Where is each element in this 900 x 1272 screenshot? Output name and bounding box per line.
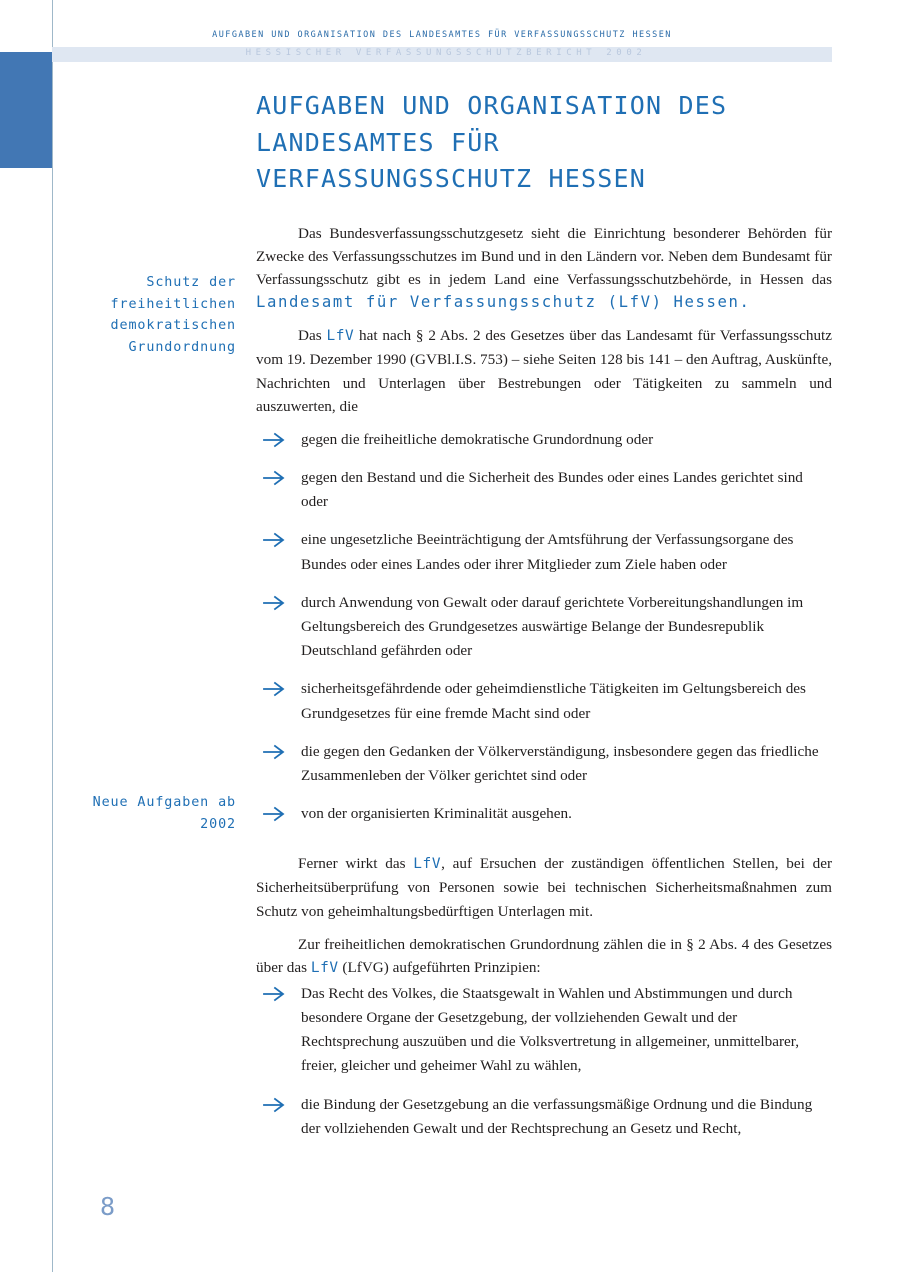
list-item <box>256 1093 832 1141</box>
arrow-right-icon <box>262 678 292 698</box>
list-item-label: die Bindung der Gesetzgebung an die verfassungsmäßige Ordnung und die Bindung der vollziehenden Gewalt und der Rechtsprechung an Gesetz und Recht, <box>301 1095 813 1137</box>
paragraph-bundesverfassungsschutzgesetz <box>256 222 832 314</box>
arrow-right-icon <box>262 429 292 449</box>
list-item-label: sicherheitsgefährdende oder geheimdienstliche Tätigkeiten im Geltungsbereich des Grundgesetzes für eine fremde Macht sind oder <box>301 680 806 722</box>
arrow-right-icon <box>262 467 292 487</box>
list-item <box>256 982 832 1079</box>
page-title-line-1: AUFGABEN UND ORGANISATION DES <box>256 91 728 120</box>
page-vertical-rule <box>52 0 53 1272</box>
list-item <box>256 591 832 664</box>
paragraph-3-text-a: Ferner wirkt das <box>298 855 414 873</box>
list-item-label: durch Anwendung von Gewalt oder darauf gerichtete Vorbereitungshandlungen im Geltungsbereich des Grundgesetzes auswärtige Belange der Bundesrepublik Deutschland gefährden oder <box>301 593 804 660</box>
arrow-right-icon <box>262 803 292 823</box>
running-head-bar-text: HESSISCHER VERFASSUNGSSCHUTZBERICHT 2002 <box>245 48 647 58</box>
list-prinzipien <box>256 982 832 1141</box>
paragraph-ferner-wirkt <box>256 852 832 922</box>
lfv-highlight-full: Landesamt für Verfassungsschutz (LfV) Hessen. <box>256 293 751 312</box>
lfv-abbr-1: LfV <box>326 328 355 345</box>
paragraph-3-text-b: , auf Ersuchen der zuständigen öffentlichen Stellen, bei der Sicherheitsüberprüfung von Personen sowie bei technischen Sicherheitsmaßnahmen zum Schutz von geheimhaltungsbedürftigen Unterlagen mit. <box>256 855 832 920</box>
list-item-label: von der organisierten Kriminalität ausgehen. <box>301 805 572 823</box>
list-item-label: gegen den Bestand und die Sicherheit des Bundes oder eines Landes gerichtet sind oder <box>301 468 803 511</box>
list-item <box>256 677 832 725</box>
list-item-label: Das Recht des Volkes, die Staatsgewalt in Wahlen und Abstimmungen und durch besondere Organe der Gesetzgebung, der vollziehenden Gewalt und der Rechtsprechung auszuüben und die Volksvertretung in allgemeiner, unmittelbarer, freier, gleicher und geheimer Wahl zu wählen, <box>301 984 800 1075</box>
list-item <box>256 466 832 514</box>
list-item <box>256 528 832 576</box>
margin-note-neue-aufgaben: Neue Aufgaben ab 2002 <box>92 795 236 832</box>
lfv-abbr-2: LfV <box>413 856 442 873</box>
page-number: 8 <box>100 1192 116 1221</box>
lfv-abbr-3: LfV <box>310 959 339 976</box>
arrow-right-icon <box>262 592 292 612</box>
page-title <box>256 88 856 198</box>
paragraph-4-text-b: (LfVG) aufgeführten Prinzipien: <box>338 958 541 976</box>
paragraph-prinzipien-intro <box>256 933 832 980</box>
page-title-line-3: VERFASSUNGSSCHUTZ HESSEN <box>256 164 647 193</box>
main-content <box>256 222 832 1155</box>
list-item <box>256 802 832 826</box>
arrow-right-icon <box>262 983 292 1003</box>
list-item-label: eine ungesetzliche Beeinträchtigung der Amtsführung der Verfassungsorgane des Bundes oder eines Landes oder ihrer Mitglieder zum Ziele haben oder <box>301 531 794 573</box>
list-aufgaben <box>256 428 832 827</box>
paragraph-auftrag <box>256 324 832 417</box>
list-item-label: die gegen den Gedanken der Völkerverständigung, insbesondere gegen das friedliche Zusammenleben der Völker gerichtet sind oder <box>301 742 819 784</box>
arrow-right-icon <box>262 1094 292 1114</box>
running-head-top: AUFGABEN UND ORGANISATION DES LANDESAMTES FÜR VERFASSUNGSSCHUTZ HESSEN <box>212 30 672 40</box>
list-item <box>256 740 832 788</box>
page-title-line-2: LANDESAMTES FÜR <box>256 127 500 157</box>
paragraph-4-text-a: Zur freiheitlichen demokratischen Grundordnung zählen die in § 2 Abs. 4 des Gesetzes über das <box>256 935 832 976</box>
arrow-right-icon <box>262 529 292 549</box>
paragraph-1-text: Das Bundesverfassungsschutzgesetz sieht die Einrichtung besonderer Behörden für Zwecke des Verfassungsschutzes im Bund und in den Ländern vor. Neben dem Bundesamt für Verfassungsschutz gibt es in jedem Land eine Verfassungsschutzbehörde, in Hessen das <box>256 225 832 289</box>
arrow-right-icon <box>262 741 292 761</box>
list-item-label: gegen die freiheitliche demokratische Grundordnung oder <box>301 430 654 448</box>
list-item <box>256 428 832 452</box>
decorative-blue-block <box>0 52 52 168</box>
paragraph-2-text-a: Das <box>298 327 327 345</box>
paragraph-2-text-b: hat nach § 2 Abs. 2 des Gesetzes über das Landesamt für Verfassungsschutz vom 19. Dezember 1990 (GVBl.I.S. 753) – siehe Seiten 128 bis 141 – den Auftrag, Auskünfte, Nachrichten und Unterlagen über Bestrebungen oder Tätigkeiten zu sammeln und auszuwerten, die <box>256 327 832 415</box>
margin-note-schutz: Schutz der freiheitlichen demokratischen Grundordnung <box>110 275 236 355</box>
